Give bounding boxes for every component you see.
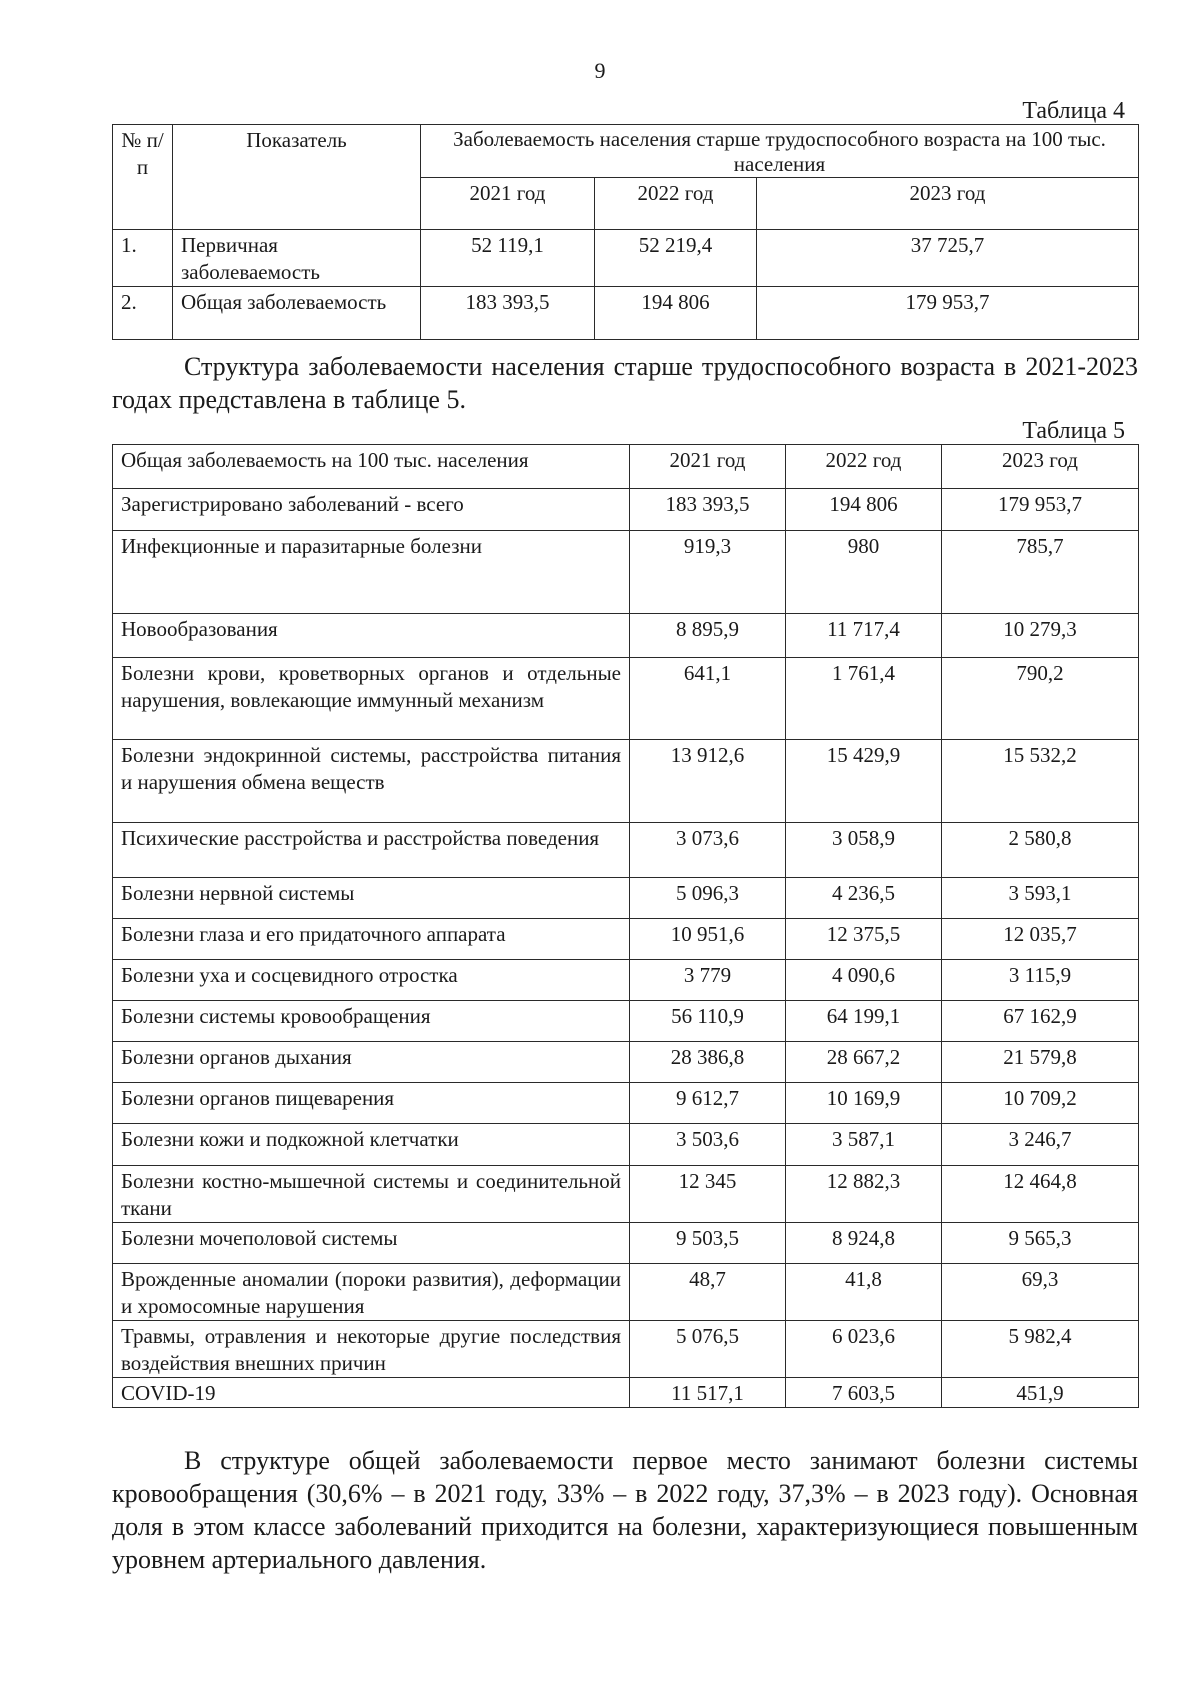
table5 (112, 444, 1139, 1408)
table5-header-year: 2023 год (942, 445, 1139, 489)
row-label: Болезни нервной системы (113, 878, 630, 919)
row-value: 8 924,8 (786, 1223, 942, 1264)
row-value: 15 532,2 (942, 740, 1139, 823)
row-label: Болезни уха и сосцевидного отростка (113, 960, 630, 1001)
row-label: Болезни эндокринной системы, расстройства питания и нарушения обмена веществ (113, 740, 630, 823)
row-label: Общая заболеваемость (173, 287, 421, 340)
row-value: 5 076,5 (630, 1321, 786, 1378)
row-value: 179 953,7 (942, 489, 1139, 531)
row-label: Зарегистрировано заболеваний - всего (113, 489, 630, 531)
row-value: 790,2 (942, 658, 1139, 740)
table-row (113, 1124, 1139, 1166)
table4 (112, 124, 1139, 340)
row-value: 67 162,9 (942, 1001, 1139, 1042)
row-value: 3 073,6 (630, 823, 786, 878)
row-value: 5 982,4 (942, 1321, 1139, 1378)
row-value: 6 023,6 (786, 1321, 942, 1378)
row-value: 4 236,5 (786, 878, 942, 919)
row-value: 64 199,1 (786, 1001, 942, 1042)
table-row (113, 919, 1139, 960)
row-label: Психические расстройства и расстройства поведения (113, 823, 630, 878)
row-value: 10 951,6 (630, 919, 786, 960)
row-label: Новообразования (113, 614, 630, 658)
table4-header-indicator: Показатель (173, 125, 421, 230)
row-label: Инфекционные и паразитарные болезни (113, 531, 630, 614)
row-value: 13 912,6 (630, 740, 786, 823)
row-value: 3 115,9 (942, 960, 1139, 1001)
row-value: 785,7 (942, 531, 1139, 614)
row-value: 3 503,6 (630, 1124, 786, 1166)
table-row (113, 1321, 1139, 1378)
row-value: 11 717,4 (786, 614, 942, 658)
row-label: Травмы, отравления и некоторые другие последствия воздействия внешних причин (113, 1321, 630, 1378)
row-value: 37 725,7 (757, 230, 1139, 287)
table-row (113, 287, 1139, 340)
table5-header-year: 2022 год (786, 445, 942, 489)
row-value: 69,3 (942, 1264, 1139, 1321)
table4-header-year: 2022 год (595, 178, 757, 230)
row-number: 1. (113, 230, 173, 287)
table4-header-num: № п/п (113, 125, 173, 230)
table-row (113, 740, 1139, 823)
row-value: 7 603,5 (786, 1378, 942, 1408)
row-label: COVID-19 (113, 1378, 630, 1408)
row-value: 3 246,7 (942, 1124, 1139, 1166)
row-value: 56 110,9 (630, 1001, 786, 1042)
row-number: 2. (113, 287, 173, 340)
row-value: 8 895,9 (630, 614, 786, 658)
table4-header-year: 2023 год (757, 178, 1139, 230)
paragraph-structure-intro: Структура заболеваемости населения старше трудоспособного возраста в 2021-2023 годах представлена в таблице 5. (112, 352, 1138, 414)
row-value: 194 806 (786, 489, 942, 531)
row-value: 980 (786, 531, 942, 614)
row-label: Болезни органов дыхания (113, 1042, 630, 1083)
row-value: 12 375,5 (786, 919, 942, 960)
row-value: 194 806 (595, 287, 757, 340)
row-value: 183 393,5 (421, 287, 595, 340)
table-row (113, 614, 1139, 658)
table5-header-year: 2021 год (630, 445, 786, 489)
row-value: 41,8 (786, 1264, 942, 1321)
row-value: 451,9 (942, 1378, 1139, 1408)
row-value: 1 761,4 (786, 658, 942, 740)
row-value: 11 517,1 (630, 1378, 786, 1408)
row-value: 10 709,2 (942, 1083, 1139, 1124)
table5-header-label: Общая заболеваемость на 100 тыс. населения (113, 445, 630, 489)
row-value: 12 882,3 (786, 1166, 942, 1223)
row-label: Первичная заболеваемость (173, 230, 421, 287)
row-value: 48,7 (630, 1264, 786, 1321)
row-value: 10 169,9 (786, 1083, 942, 1124)
table4-caption: Таблица 4 (1022, 98, 1125, 124)
row-value: 4 090,6 (786, 960, 942, 1001)
row-value: 919,3 (630, 531, 786, 614)
page-number: 9 (594, 58, 606, 83)
row-label: Болезни глаза и его придаточного аппарата (113, 919, 630, 960)
table-row (113, 823, 1139, 878)
table-row (113, 531, 1139, 614)
row-value: 5 096,3 (630, 878, 786, 919)
row-value: 12 464,8 (942, 1166, 1139, 1223)
row-value: 9 612,7 (630, 1083, 786, 1124)
table-row (113, 1042, 1139, 1083)
table4-header-group: Заболеваемость населения старше трудоспособного возраста на 100 тыс. населения (421, 125, 1139, 178)
row-value: 3 779 (630, 960, 786, 1001)
row-label: Болезни органов пищеварения (113, 1083, 630, 1124)
row-label: Болезни крови, кроветворных органов и отдельные нарушения, вовлекающие иммунный механизм (113, 658, 630, 740)
table-row (113, 1001, 1139, 1042)
table-row (113, 1223, 1139, 1264)
table-row (113, 1166, 1139, 1223)
row-label: Болезни костно-мышечной системы и соединительной ткани (113, 1166, 630, 1223)
row-value: 21 579,8 (942, 1042, 1139, 1083)
table-row (113, 1083, 1139, 1124)
row-value: 3 593,1 (942, 878, 1139, 919)
paragraph-conclusion: В структуре общей заболеваемости первое место занимают болезни системы кровообращения (30,6% – в 2021 году, 33% – в 2022 году, 37,3% – в 2023 году). Основная доля в этом классе заболеваний приходится на болезни, характеризующиеся повышенным уровнем артериального давления. (112, 1446, 1138, 1574)
row-label: Болезни системы кровообращения (113, 1001, 630, 1042)
row-label: Болезни кожи и подкожной клетчатки (113, 1124, 630, 1166)
row-value: 183 393,5 (630, 489, 786, 531)
table-row (113, 230, 1139, 287)
row-value: 10 279,3 (942, 614, 1139, 658)
row-value: 9 503,5 (630, 1223, 786, 1264)
row-value: 12 035,7 (942, 919, 1139, 960)
row-value: 15 429,9 (786, 740, 942, 823)
row-value: 641,1 (630, 658, 786, 740)
row-value: 28 386,8 (630, 1042, 786, 1083)
table-row (113, 658, 1139, 740)
row-value: 28 667,2 (786, 1042, 942, 1083)
row-value: 2 580,8 (942, 823, 1139, 878)
table-row (113, 1264, 1139, 1321)
table5-caption: Таблица 5 (1022, 418, 1125, 444)
table-row (113, 878, 1139, 919)
row-value: 179 953,7 (757, 287, 1139, 340)
row-value: 52 119,1 (421, 230, 595, 287)
row-value: 9 565,3 (942, 1223, 1139, 1264)
row-value: 3 587,1 (786, 1124, 942, 1166)
row-label: Врожденные аномалии (пороки развития), деформации и хромосомные нарушения (113, 1264, 630, 1321)
table-row (113, 1378, 1139, 1408)
table-row (113, 489, 1139, 531)
table-row (113, 960, 1139, 1001)
row-value: 3 058,9 (786, 823, 942, 878)
row-value: 52 219,4 (595, 230, 757, 287)
table4-header-year: 2021 год (421, 178, 595, 230)
row-value: 12 345 (630, 1166, 786, 1223)
row-label: Болезни мочеполовой системы (113, 1223, 630, 1264)
